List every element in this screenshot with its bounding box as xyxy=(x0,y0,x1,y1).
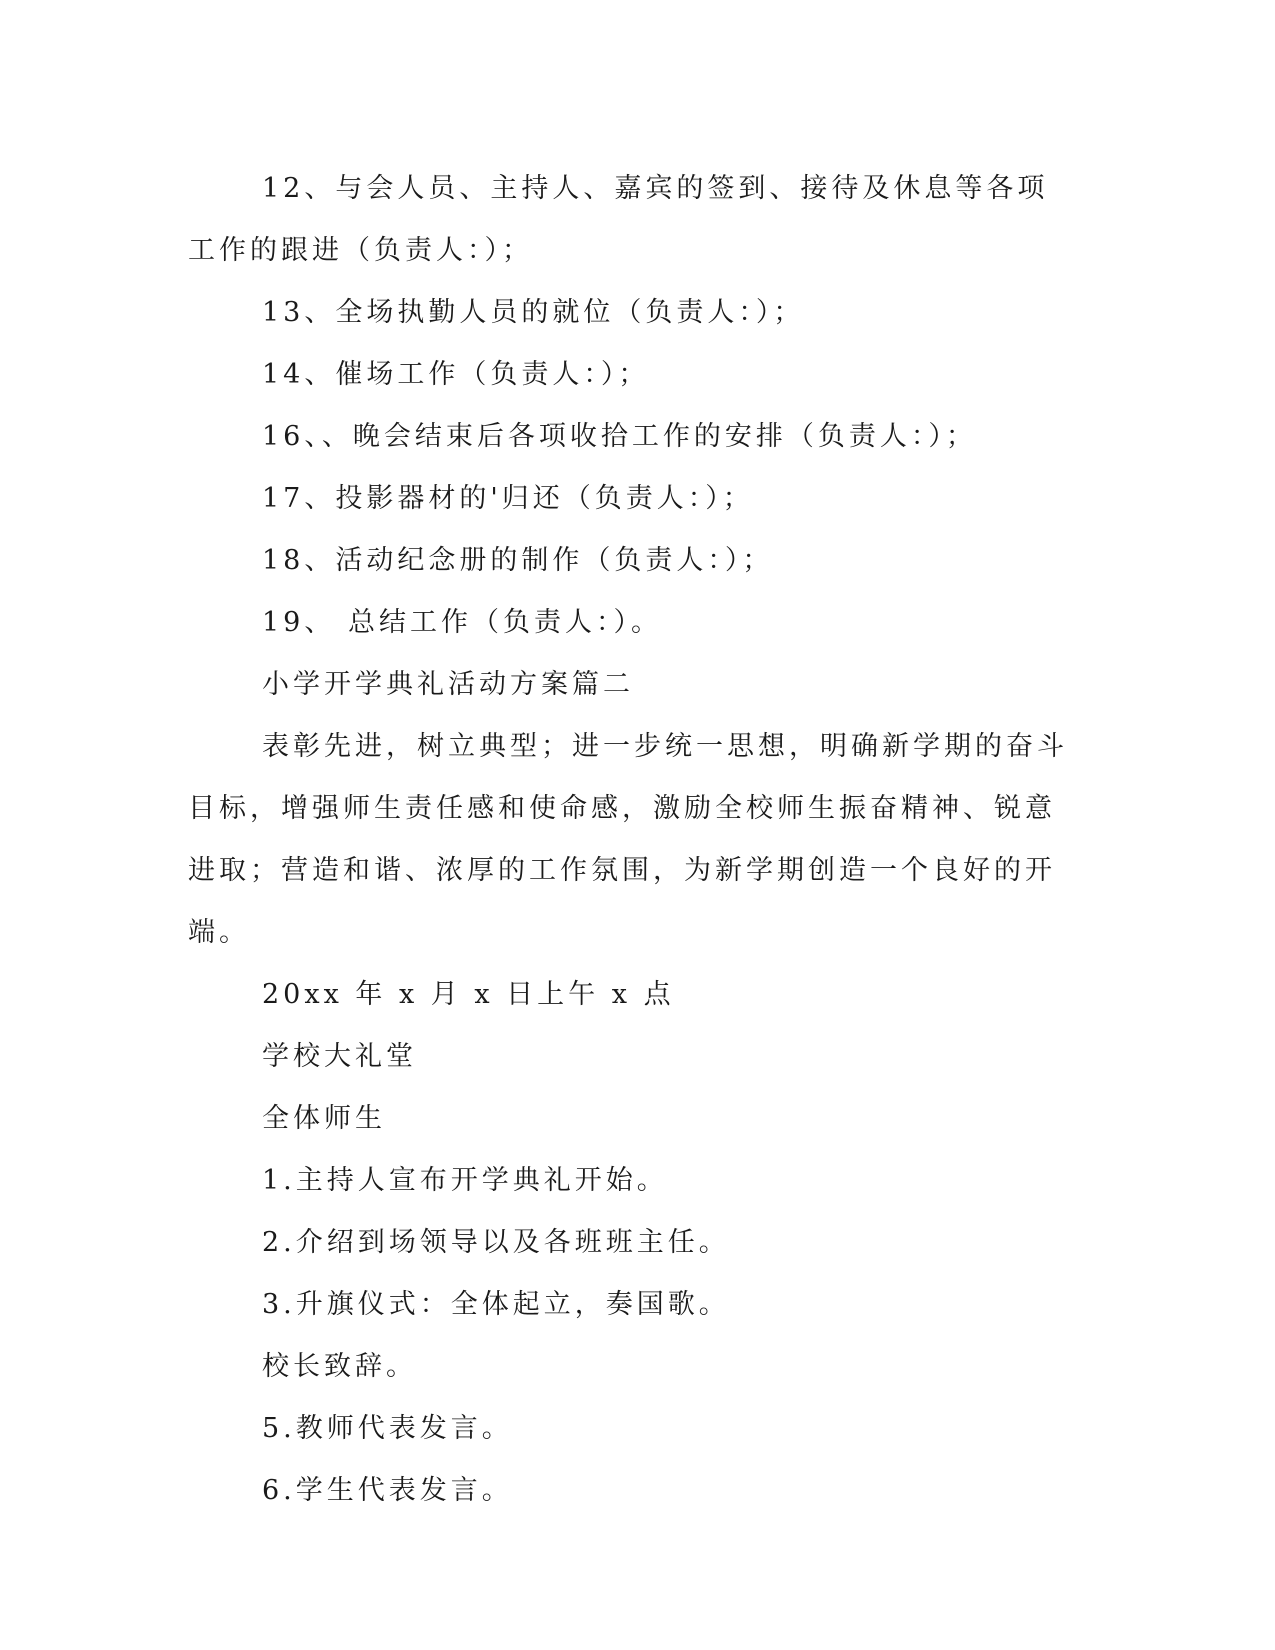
document-body xyxy=(188,158,1078,1522)
section-title: 小学开学典礼活动方案篇二 xyxy=(262,669,634,700)
procedure-step-3: 3.升旗仪式：全体起立，奏国歌。 xyxy=(262,1289,730,1320)
procedure-step-1: 1.主持人宣布开学典礼开始。 xyxy=(262,1165,668,1196)
purpose-paragraph: 表彰先进，树立典型；进一步统一思想，明确新学期的奋斗目标，增强师生责任感和使命感，激励全校师生振奋精神、锐意进取；营造和谐、浓厚的工作氛围，为新学期创造一个良好的开端。 xyxy=(188,731,1068,948)
event-participants: 全体师生 xyxy=(262,1103,386,1134)
procedure-step-2: 2.介绍到场领导以及各班班主任。 xyxy=(262,1227,730,1258)
procedure-step-5: 5.教师代表发言。 xyxy=(262,1413,513,1444)
event-time: 20xx 年 x 月 x 日上午 x 点 xyxy=(262,979,675,1010)
task-item-17: 17、投影器材的'归还（负责人：）； xyxy=(262,483,754,514)
procedure-step-6: 6.学生代表发言。 xyxy=(262,1475,513,1506)
task-item-16: 16、、晚会结束后各项收拾工作的安排（负责人：）； xyxy=(262,421,977,452)
task-item-18: 18、活动纪念册的制作（负责人：）； xyxy=(262,545,774,576)
task-item-19: 19、 总结工作（负责人：）。 xyxy=(262,607,662,638)
task-item-13: 13、全场执勤人员的就位（负责人：）； xyxy=(262,297,805,328)
procedure-step-4: 校长致辞。 xyxy=(262,1351,417,1382)
event-location: 学校大礼堂 xyxy=(262,1041,417,1072)
task-item-12: 12、与会人员、主持人、嘉宾的签到、接待及休息等各项工作的跟进（负责人：）； xyxy=(188,173,1049,266)
task-item-14: 14、催场工作（负责人：）； xyxy=(262,359,650,390)
